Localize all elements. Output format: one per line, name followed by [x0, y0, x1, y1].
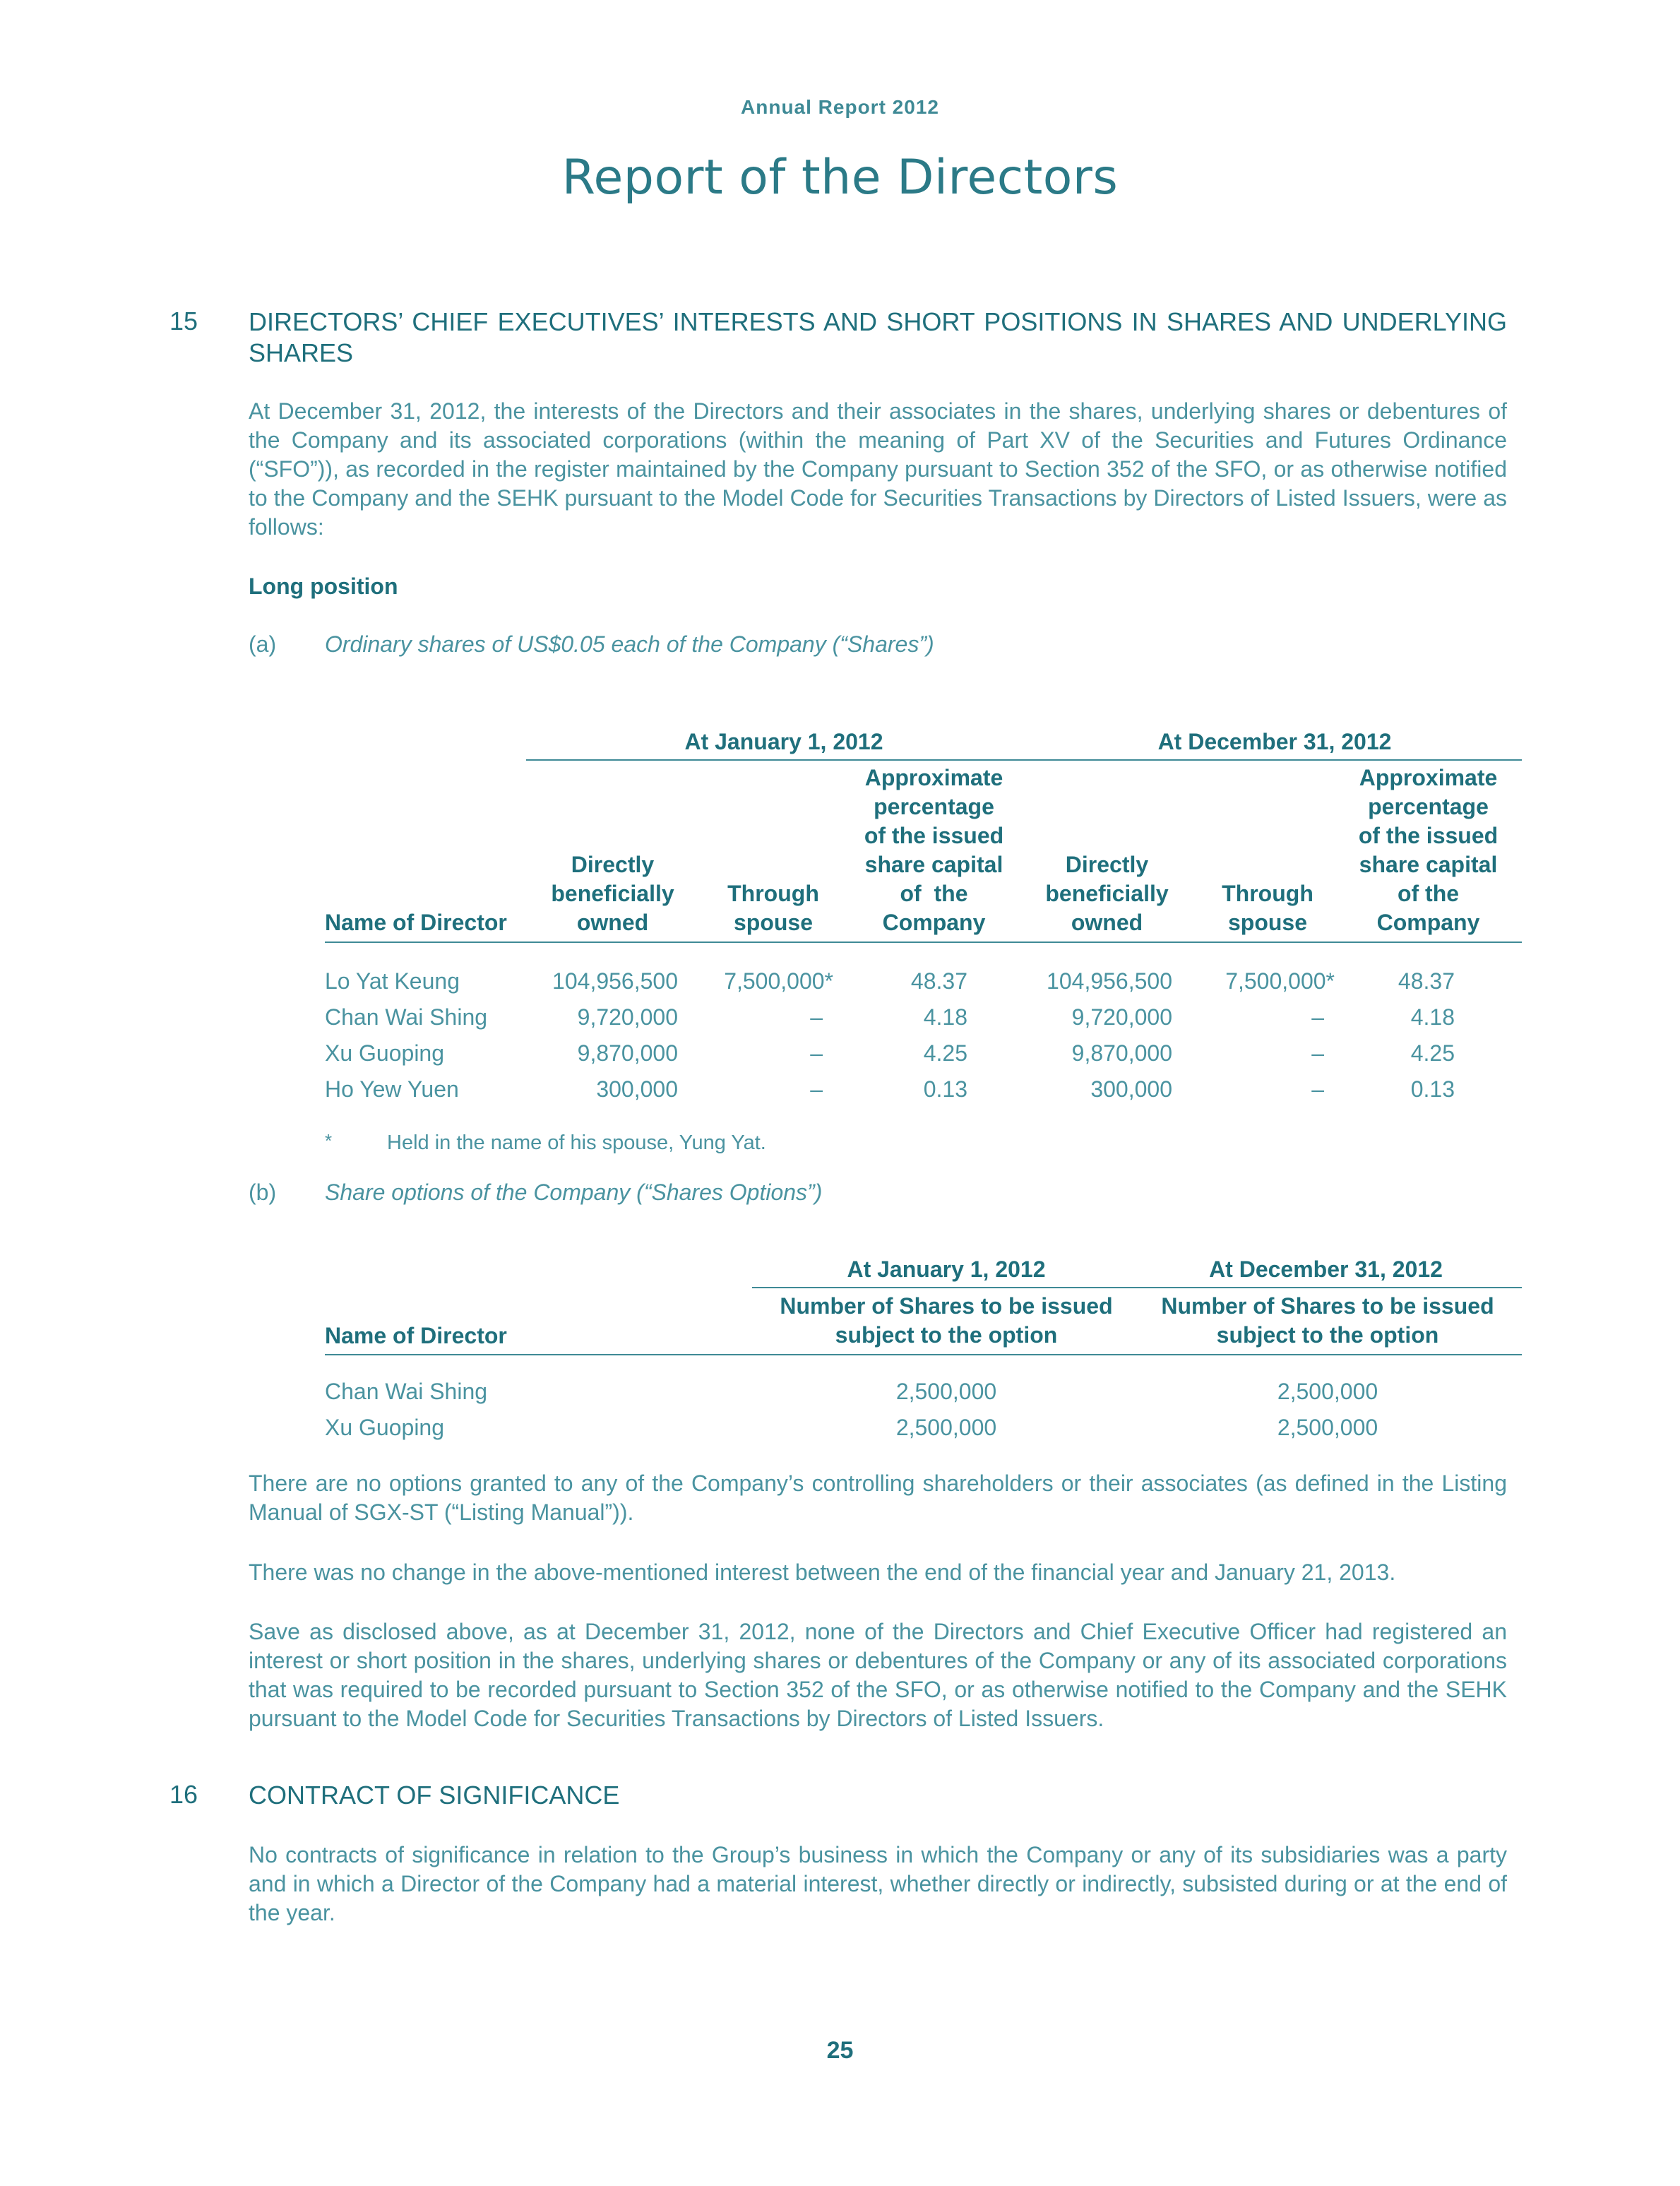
report-label: Annual Report 2012 [741, 96, 939, 118]
table-a-group-jan: At January 1, 2012 [684, 729, 883, 754]
table-b-group-rule [752, 1287, 1522, 1288]
page-title: Report of the Directors [561, 150, 1119, 206]
table-a-col-pct-dec: Approximate percentage of the issued share capital of the Company [1358, 765, 1499, 935]
save-paragraph: Save as disclosed above, as at December 31, 2012, none of the Directors and Chief Executive Officer had registered an interest or short position in the shares, underlying shares or debentures of the Company or any of its associated corporations that was required to be recorded pursuant to Section 352 of the SFO, or as otherwise notified to the Company and the SEHK pursuant to the Model Code for Securities Transactions by Directors of Listed Issuers. [249, 1619, 1507, 1731]
table-b-col-dec: Number of Shares to be issued subject to the option [1161, 1293, 1494, 1348]
options-paragraph: There are no options granted to any of the Company’s controlling shareholders or their associates (as defined in the Listing Manual of SGX-ST (“Listing Manual”)). [249, 1471, 1507, 1525]
section-16-title: CONTRACT OF SIGNIFICANCE [249, 1781, 620, 1810]
footnote-text: Held in the name of his spouse, Yung Yat. [387, 1131, 766, 1154]
section-16-text: No contracts of significance in relation to the Group’s business in which the Company or any of its subsidiaries was a party and in which a Director of the Company had a material interest, whether directly or indirectly, subsisted during or at the end of the year. [249, 1842, 1507, 1925]
table-b-col-jan: Number of Shares to be issued subject to the option [780, 1293, 1113, 1348]
table-a-header-rule [325, 941, 1522, 943]
item-a-title: Ordinary shares of US$0.05 each of the Company (“Shares”) [325, 631, 934, 657]
table-b-group-dec: At December 31, 2012 [1209, 1257, 1443, 1282]
table-a-group-rule [526, 759, 1522, 761]
section-15-intro: At December 31, 2012, the interests of the Directors and their associates in the shares, underlying shares or debentures of the Company and its associated corporations (within the meaning of Part XV of the Securities and Futures Ordinance (“SFO”)), as recorded in the register maintained by the Company pursuant to Section 352 of the SFO, or as otherwise notified to the Company and the SEHK pursuant to the Model Code for Securities Transactions by Directors of Listed Issuers, were as follows: [249, 398, 1507, 540]
table-b-header-rule [325, 1354, 1522, 1355]
section-15-number: 15 [169, 307, 198, 335]
document-page: Annual Report 2012 Report of the Directors 15 DIRECTORS’ CHIEF EXECUTIVES’ INTERESTS AND SHORT POSITIONS IN SHARES AND UNDERLYING SHARES At December 31, 2012, the interests of the Directors and their associates in the shares, underlying shares or debentures of the Company and its associated corporations (within the meaning of Part XV of the Securities and Futures Ordinance (“SFO”)), as recorded in the register maintained by the Company pursuant to Section 352 of the SFO, or as otherwise notified to the Company and the SEHK pursuant to the Model Code for Securities Transactions by Directors of Listed Issuers, were as follows: Long position (a) Ordinary shares of US$0.05 each of the Company (“Shares”) At January 1, 2012 At December 31, 2012 Name of Director Directly beneficially owned Through spouse Approximate percentage of the issued share capital of the Company Directly beneficially owned Through spouse Approximate percentage of the issued share capital of the Company Lo Yat Keung 104,956,500 7,500,000* 48.37 104,956,500 7,500,000* 48.37 Chan Wai Shing 9,720,000 – 4.18 9,720,000 – 4.18 Xu Guoping 9,870,000 – 4.25 9,870,000 – 4.25 Ho Yew Yuen 300,000 – 0.13 300,000 – 0.13 * Held in the name of his spouse, Yung Yat. (b) Share options of the Company (“Shares Options”) At January 1, 2012 At December 31, 2012 Name of Director Number of Shares to be issued subject to the option Number of Shares to be issued subject to the option Chan Wai Shing 2,500,000 2,500,000 Xu Guoping 2,500,000 2,500,000 There are no options granted to any of the Company’s controlling shareholders or their associates (as defined in the Listing Manual of SGX-ST (“Listing Manual”)). There was no change in the above-mentioned interest between the end of the financial year and January 21, 2013. Save as disclosed above, as at December 31, 2012, none of the Directors and Chief Executive Officer had registered an interest or short position in the shares, underlying shares or debentures of the Company or any of its associated corporations that was required to be recorded pursuant to Section 352 of the SFO, or as otherwise notified to the Company and the SEHK pursuant to the Model Code for Securities Transactions by Directors of Listed Issuers. 16 CONTRACT OF SIGNIFICANCE No contracts of significance in relation to the Group’s business in which the Company or any of its subsidiaries was a party and in which a Director of the Company had a material interest, whether directly or indirectly, subsisted during or at the end of the year. 25 [0, 0, 1680, 2186]
item-b-letter: (b) [249, 1180, 277, 1205]
table-a-col-name: Name of Director [325, 910, 507, 935]
table-a-col-direct-dec: Directly beneficially owned [1045, 852, 1169, 935]
long-position-heading: Long position [249, 574, 398, 599]
footnote-mark: * [325, 1130, 333, 1151]
table-b-col-name: Name of Director [325, 1323, 507, 1348]
page-number: 25 [826, 2037, 854, 2064]
section-16-number: 16 [169, 1780, 198, 1809]
section-15-title: DIRECTORS’ CHIEF EXECUTIVES’ INTERESTS AND SHORT POSITIONS IN SHARES AND UNDERLYING SHARES [249, 307, 1507, 367]
change-paragraph: There was no change in the above-mentioned interest between the end of the financial year and January 21, 2013. [249, 1560, 1396, 1585]
table-a-col-spouse-jan: Through spouse [727, 881, 819, 935]
item-a-letter: (a) [249, 631, 277, 657]
table-a-group-dec: At December 31, 2012 [1157, 729, 1392, 754]
table-a-col-pct-jan: Approximate percentage of the issued share capital of the Company [864, 765, 1004, 935]
table-a-col-direct-jan: Directly beneficially owned [551, 852, 674, 935]
item-b-title: Share options of the Company (“Shares Options”) [325, 1180, 823, 1205]
table-a-col-spouse-dec: Through spouse [1222, 881, 1313, 935]
table-b-group-jan: At January 1, 2012 [847, 1257, 1046, 1282]
